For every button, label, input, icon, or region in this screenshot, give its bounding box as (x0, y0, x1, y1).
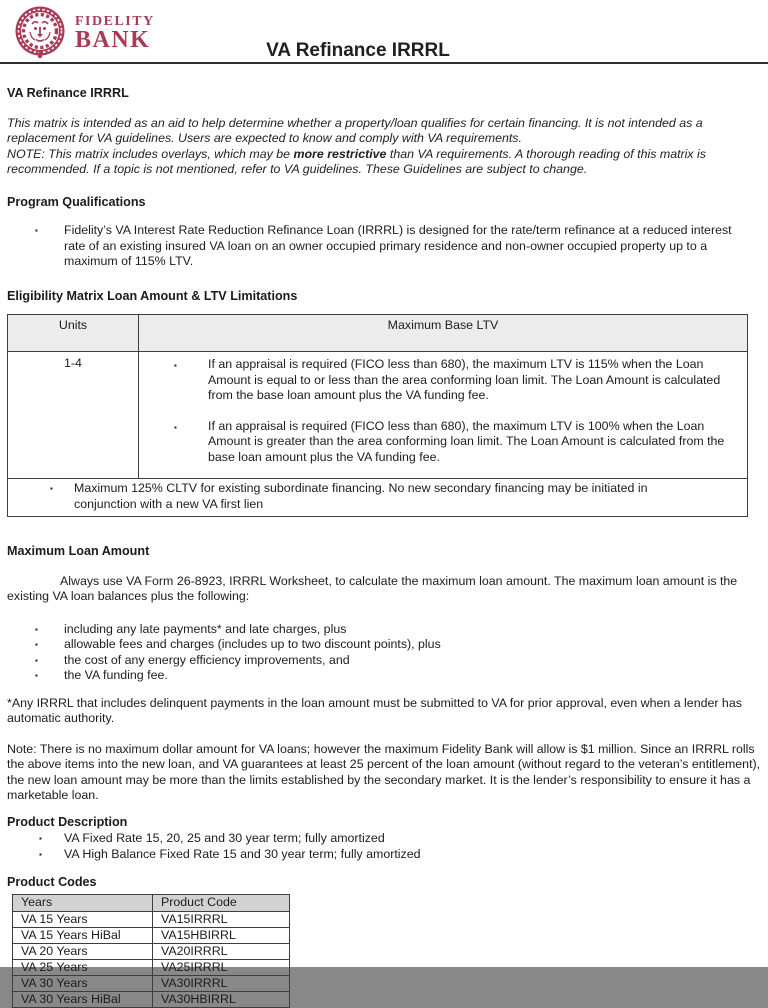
list-item (173, 419, 733, 466)
bullet-icon: ▪ (50, 484, 53, 493)
bullet-icon: ▪ (39, 849, 42, 859)
table-row (13, 911, 290, 927)
list-item (38, 831, 761, 847)
program-bullet-text: Fidelity’s VA Interest Rate Reduction Refinance Loan (IRRRL) is designed for the rate/term refinance at a reduced interest rate of an existing insured VA loan on an owner occupied primary residence and non-owner occupied property up to a maximum of 115% LTV. (64, 223, 732, 268)
document-body (0, 86, 768, 304)
intro-note-post: than VA requirements. A thorough reading of this matrix is recommended. If a topic is not mentioned, refer to VA guidelines. These Guidelines are subject to change. (7, 146, 707, 176)
years-cell: VA 30 Years (13, 975, 153, 991)
intro-paragraph (7, 116, 761, 178)
bullet-icon: ▪ (174, 422, 177, 432)
years-cell: VA 20 Years (13, 943, 153, 959)
max-loan-bullet-funding-fee: the VA funding fee. (64, 668, 168, 682)
table-row (13, 927, 290, 943)
max-base-ltv-column-header: Maximum Base LTV (139, 315, 748, 352)
table-row (8, 352, 748, 479)
code-cell: VA20IRRRL (153, 943, 290, 959)
logo-line-bank: BANK (75, 27, 151, 53)
list-item (38, 847, 761, 863)
table-row (13, 943, 290, 959)
ltv-rule-100: If an appraisal is required (FICO less than 680), the maximum LTV is 100% when the Loan Amount is greater than the area conforming loan limit. The Loan Amount is calculated from the base loan amount plus the VA funding fee. (208, 418, 725, 464)
intro-text: This matrix is intended as an aid to help determine whether a property/loan qualifies for certain financing. It is not intended as a replacement for VA guidelines. Users are expected to know and comply with VA requirements. (7, 115, 703, 145)
units-column-header: Units (8, 315, 139, 352)
table-row (13, 959, 290, 975)
product-desc-high-balance: VA High Balance Fixed Rate 15 and 30 year term; fully amortized (64, 846, 421, 861)
program-qualifications-list (34, 223, 761, 270)
max-loan-bullet-energy: the cost of any energy efficiency improvements, and (64, 652, 350, 667)
table-row (13, 975, 290, 991)
list-item (34, 653, 761, 669)
cltv-footer-text: Maximum 125% CLTV for existing subordinate financing. No new secondary financing may be initiated in conjunction with a new VA first lien (74, 481, 648, 511)
bullet-icon: ▪ (35, 640, 38, 649)
list-item (34, 622, 761, 638)
eligibility-table (7, 314, 748, 517)
years-cell: VA 15 Years HiBal (13, 927, 153, 943)
maximum-dollar-note: Note: There is no maximum dollar amount for VA loans; however the maximum Fidelity Bank will allow is $1 million. Since an IRRRL rolls the above items into the new loan, and VA guarantees at least 25 percent of the loan amount (without regard to the veteran’s entitlement), the new loan amount may be more than the limits established by the secondary market. It is the lender’s responsibility to ensure it has a marketable loan. (7, 741, 761, 802)
product-description-list (38, 831, 761, 862)
years-cell: VA 30 Years HiBal (13, 991, 153, 1007)
table-header-row (8, 315, 748, 352)
bullet-icon: ▪ (35, 226, 38, 235)
delinquent-payments-footnote: *Any IRRRL that includes delinquent payments in the loan amount must be submitted to VA for prior approval, even when a lender has automatic authority. (7, 695, 742, 725)
code-cell: VA25IRRRL (153, 959, 290, 975)
product-codes-heading: Product Codes (7, 875, 97, 889)
bullet-icon: ▪ (39, 834, 42, 843)
intro-note-bold: more restrictive (293, 146, 387, 161)
code-cell: VA30HBIRRL (153, 991, 290, 1007)
intro-note (7, 147, 761, 178)
code-cell: VA30IRRRL (153, 975, 290, 991)
logo-line-fidelity: FIDELITY (75, 14, 155, 29)
years-cell: VA 15 Years (13, 911, 153, 927)
page-header (0, 0, 768, 64)
list-item (49, 481, 687, 512)
bullet-icon: ▪ (35, 624, 38, 634)
table-row (13, 991, 290, 1007)
product-desc-fixed-rate: VA Fixed Rate 15, 20, 25 and 30 year term; fully amortized (64, 831, 385, 845)
program-qualifications-heading: Program Qualifications (7, 194, 146, 209)
table-footer-row (8, 479, 748, 517)
product-codes-table (12, 894, 290, 1008)
code-cell: VA15HBIRRL (153, 927, 290, 943)
ltv-rule-115: If an appraisal is required (FICO less than 680), the maximum LTV is 115% when the Loan Amount is equal to or less than the area conforming loan limit. The Loan Amount is calculated from the base loan amount plus the VA funding fee. (208, 357, 721, 402)
list-item (34, 668, 761, 684)
list-item (173, 357, 733, 404)
ltv-rules-cell (139, 352, 748, 479)
eligibility-matrix-heading: Eligibility Matrix Loan Amount & LTV Limitations (7, 288, 298, 303)
table-header-row (13, 894, 290, 911)
maximum-loan-list (34, 622, 761, 684)
maximum-loan-intro: Always use VA Form 26-8923, IRRRL Worksheet, to calculate the maximum loan amount. The maximum loan amount is the existing VA loan balances plus the following: (7, 573, 738, 603)
years-column-header: Years (13, 894, 153, 911)
list-item (34, 223, 755, 270)
product-code-column-header: Product Code (153, 894, 290, 911)
units-cell: 1-4 (8, 352, 139, 479)
document-body-2 (0, 544, 768, 1008)
product-description-heading: Product Description (7, 814, 128, 829)
intro-note-pre: NOTE: This matrix includes overlays, which may be (7, 146, 294, 161)
max-loan-bullet-fees: allowable fees and charges (includes up to two discount points), plus (64, 637, 441, 651)
cltv-footer-cell (8, 479, 748, 517)
intro-heading: VA Refinance IRRRL (7, 86, 129, 100)
maximum-loan-amount-heading: Maximum Loan Amount (7, 544, 150, 558)
years-cell: VA 25 Years (13, 959, 153, 975)
bullet-icon: ▪ (174, 361, 177, 370)
bullet-icon: ▪ (35, 655, 38, 665)
code-cell: VA15IRRRL (153, 911, 290, 927)
list-item (34, 637, 761, 653)
page-title: VA Refinance IRRRL (266, 39, 450, 61)
bullet-icon: ▪ (35, 671, 38, 680)
max-loan-bullet-late-payments: including any late payments* and late charges, plus (64, 621, 347, 636)
